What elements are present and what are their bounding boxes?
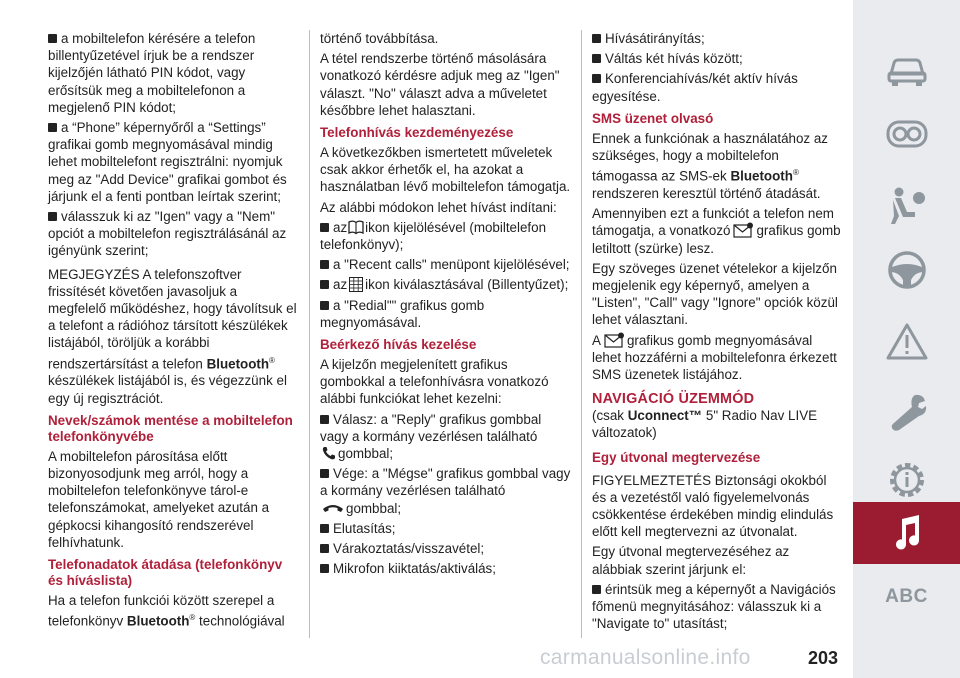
list-item: a “Phone” képernyőről a “Settings” grafikai gomb megnyomásával mindig lehet mobiltelefont regisztrálni: nyomjuk meg az "Add Device" grafikai gombot és járjunk el a fenti pontban leírtak szerint; bbox=[48, 120, 287, 204]
section-heading: SMS üzenet olvasó bbox=[592, 110, 714, 126]
note-paragraph: MEGJEGYZÉS A telefonszoftver frissítését követően javasoljuk a megfelelő működéshez, hogy távolítsuk el a telefont a rádióhoz társított készülékek listájából, töröljük a korábbi rendszertársítást a telefon Bluetooth® készülékek listájából is, és végezzünk el egy új regisztrációt. bbox=[48, 266, 297, 406]
paragraph: történő továbbítása. bbox=[320, 31, 439, 46]
column-divider bbox=[309, 30, 310, 638]
sidebar-item-dashboard[interactable] bbox=[853, 104, 960, 164]
column-3 bbox=[592, 30, 842, 635]
list-item: Mikrofon kiiktatás/aktiválás; bbox=[320, 560, 572, 577]
bullet-icon bbox=[320, 544, 329, 553]
bullet-icon bbox=[320, 469, 329, 478]
sidebar-item-car[interactable] bbox=[853, 40, 960, 100]
column-divider bbox=[581, 30, 582, 638]
car-icon bbox=[885, 50, 929, 90]
chapter-sidebar bbox=[853, 0, 960, 678]
list-item: Várakoztatás/visszavétel; bbox=[320, 540, 572, 557]
list-item: Váltás két hívás között; bbox=[592, 50, 842, 67]
section-heading: Beérkező hívás kezelése bbox=[320, 337, 477, 353]
section-heading: Telefonadatok átadása (telefonkönyv és híváslista) bbox=[48, 556, 283, 588]
paragraph: A mobiltelefon párosítása előtt bizonyosodjunk meg arról, hogy a mobiltelefon telefonkönyve tárol-e telefonszámokat, amelyeket azután a gépkocsi kihangosító rendszerével felhívhatunk. bbox=[48, 448, 270, 550]
list-item: Elutasítás; bbox=[320, 520, 572, 537]
paragraph: A következőkben ismertetett műveletek csak akkor érhetők el, ha azokat a használatban lévő mobiltelefon támogatja. bbox=[320, 145, 571, 195]
list-item: a mobiltelefon kérésére a telefon billentyűzetével írjuk be a rendszer kijelzőjén látható PIN kódot, vagy erősítsük meg a mobiltelefonon a megjelenő PIN kódot; bbox=[48, 31, 256, 115]
sms-envelope-icon bbox=[603, 332, 625, 348]
list-item: a "Redial"" grafikus gomb megnyomásával. bbox=[320, 297, 485, 330]
paragraph: Egy szöveges üzenet vételekor a kijelzőn megjelenik egy képernyő, amelyen a "Listen", "Call" vagy "Ignore" opciók közül lehet választani. bbox=[592, 260, 838, 328]
sidebar-item-technical-data[interactable] bbox=[853, 450, 960, 510]
brand-bluetooth: Bluetooth bbox=[206, 356, 270, 372]
phonebook-icon bbox=[348, 220, 364, 235]
bullet-icon bbox=[48, 212, 57, 221]
list-item: érintsük meg a képernyőt a Navigációs főmenü megnyitásához: válasszuk ki a "Navigate to" utasítást; bbox=[592, 581, 836, 632]
section-heading: Telefonhívás kezdeményezése bbox=[320, 125, 514, 141]
bullet-icon bbox=[592, 74, 601, 83]
section-heading: Egy útvonal megtervezése bbox=[592, 449, 761, 465]
bullet-icon bbox=[48, 123, 57, 132]
list-item: válasszuk ki az "Igen" vagy a "Nem" opciót a mobiltelefon regisztrálásánál az igényünk szerint; bbox=[48, 209, 287, 259]
column-2 bbox=[320, 30, 572, 580]
sidebar-item-index[interactable]: ABC bbox=[885, 586, 928, 607]
paragraph: A grafikus gomb megnyomásával lehet hozzáférni a mobiltelefonra érkezett SMS üzenetek listájához. bbox=[592, 332, 837, 382]
warning-triangle-icon bbox=[885, 322, 929, 362]
bullet-icon bbox=[320, 524, 329, 533]
phone-hangup-icon bbox=[322, 500, 344, 516]
sidebar-item-warning[interactable] bbox=[853, 312, 960, 372]
list-item: Hívásátirányítás; bbox=[592, 30, 842, 47]
bullet-icon bbox=[48, 34, 57, 43]
list-item: Válasz: a "Reply" grafikus gombbal vagy a kormány vezérlésen található gombbal; bbox=[320, 411, 542, 462]
paragraph: Amennyiben ezt a funkciót a telefon nem támogatja, a vonatkozó grafikus gomb letiltott (szürke) lesz. bbox=[592, 206, 841, 256]
bullet-icon bbox=[320, 415, 329, 424]
bullet-icon bbox=[320, 280, 329, 289]
list-item: Vége: a "Mégse" grafikus gombbal vagy a kormány vezérlésen található gombbal; bbox=[320, 466, 571, 516]
list-item: az ikon kijelölésével (mobiltelefon telefonkönyv); bbox=[320, 219, 547, 253]
dashboard-icon bbox=[885, 114, 929, 154]
bullet-icon bbox=[320, 223, 329, 232]
keypad-icon bbox=[348, 277, 364, 292]
sidebar-item-multimedia[interactable] bbox=[853, 502, 960, 564]
list-item: az ikon kiválasztásával (Billentyűzet); bbox=[320, 276, 572, 293]
bullet-icon bbox=[592, 54, 601, 63]
page-number: 203 bbox=[808, 648, 839, 668]
section-heading: Nevek/számok mentése a mobiltelefon telefonkönyvébe bbox=[48, 412, 293, 444]
wrench-icon bbox=[885, 392, 929, 432]
watermark: carmanualsonline.info bbox=[540, 646, 751, 669]
sidebar-item-driving[interactable] bbox=[853, 240, 960, 300]
paragraph: A kijelzőn megjelenített grafikus gombokkal a telefonhívásra vonatkozó alábbi funkciókat lehet kezelni: bbox=[320, 357, 549, 407]
phone-answer-icon bbox=[321, 446, 337, 461]
column-1 bbox=[48, 30, 298, 633]
seat-airbag-icon bbox=[885, 186, 929, 226]
paragraph: A tétel rendszerbe történő másolására vonatkozó kérdésre adjuk meg az "Igen" választ. "No" választ adva a műveletet későbbre lehet halasztani. bbox=[320, 51, 560, 118]
warning-paragraph: FIGYELMEZTETÉS Biztonsági okokból és a vezetéstől való figyelemelvonás csökkentése érdekében mindig elindulás előtt kell megtervezni az útvonalat. bbox=[592, 472, 834, 540]
paragraph: Ennek a funkciónak a használatához az szükséges, hogy a mobiltelefon támogassa az SMS-ek Bluetooth® rendszeren keresztül történő átadását. bbox=[592, 130, 828, 201]
music-note-icon bbox=[885, 513, 929, 553]
list-item: a "Recent calls" menüpont kijelölésével; bbox=[320, 256, 572, 273]
bullet-icon bbox=[320, 260, 329, 269]
paragraph: Az alábbi módokon lehet hívást indítani: bbox=[320, 199, 557, 215]
bullet-icon bbox=[592, 34, 601, 43]
paragraph: Egy útvonal megtervezéséhez az alábbiak szerint járjunk el: bbox=[592, 544, 790, 577]
bullet-icon bbox=[592, 585, 601, 594]
info-gear-icon bbox=[885, 460, 929, 500]
steering-wheel-icon bbox=[885, 250, 929, 290]
sidebar-item-maintenance[interactable] bbox=[853, 382, 960, 442]
sidebar-item-safety[interactable] bbox=[853, 176, 960, 236]
section-heading-main: NAVIGÁCIÓ ÜZEMMÓD bbox=[592, 391, 755, 408]
bullet-icon bbox=[320, 564, 329, 573]
paragraph: Ha a telefon funkciói között szerepel a telefonkönyv Bluetooth® technológiával bbox=[48, 592, 285, 629]
bullet-icon bbox=[320, 301, 329, 310]
list-item: Konferenciahívás/két aktív hívás egyesítése. bbox=[592, 71, 798, 104]
sms-envelope-icon bbox=[732, 222, 754, 238]
paragraph: (csak Uconnect™ 5" Radio Nav LIVE változatok) bbox=[592, 408, 818, 441]
